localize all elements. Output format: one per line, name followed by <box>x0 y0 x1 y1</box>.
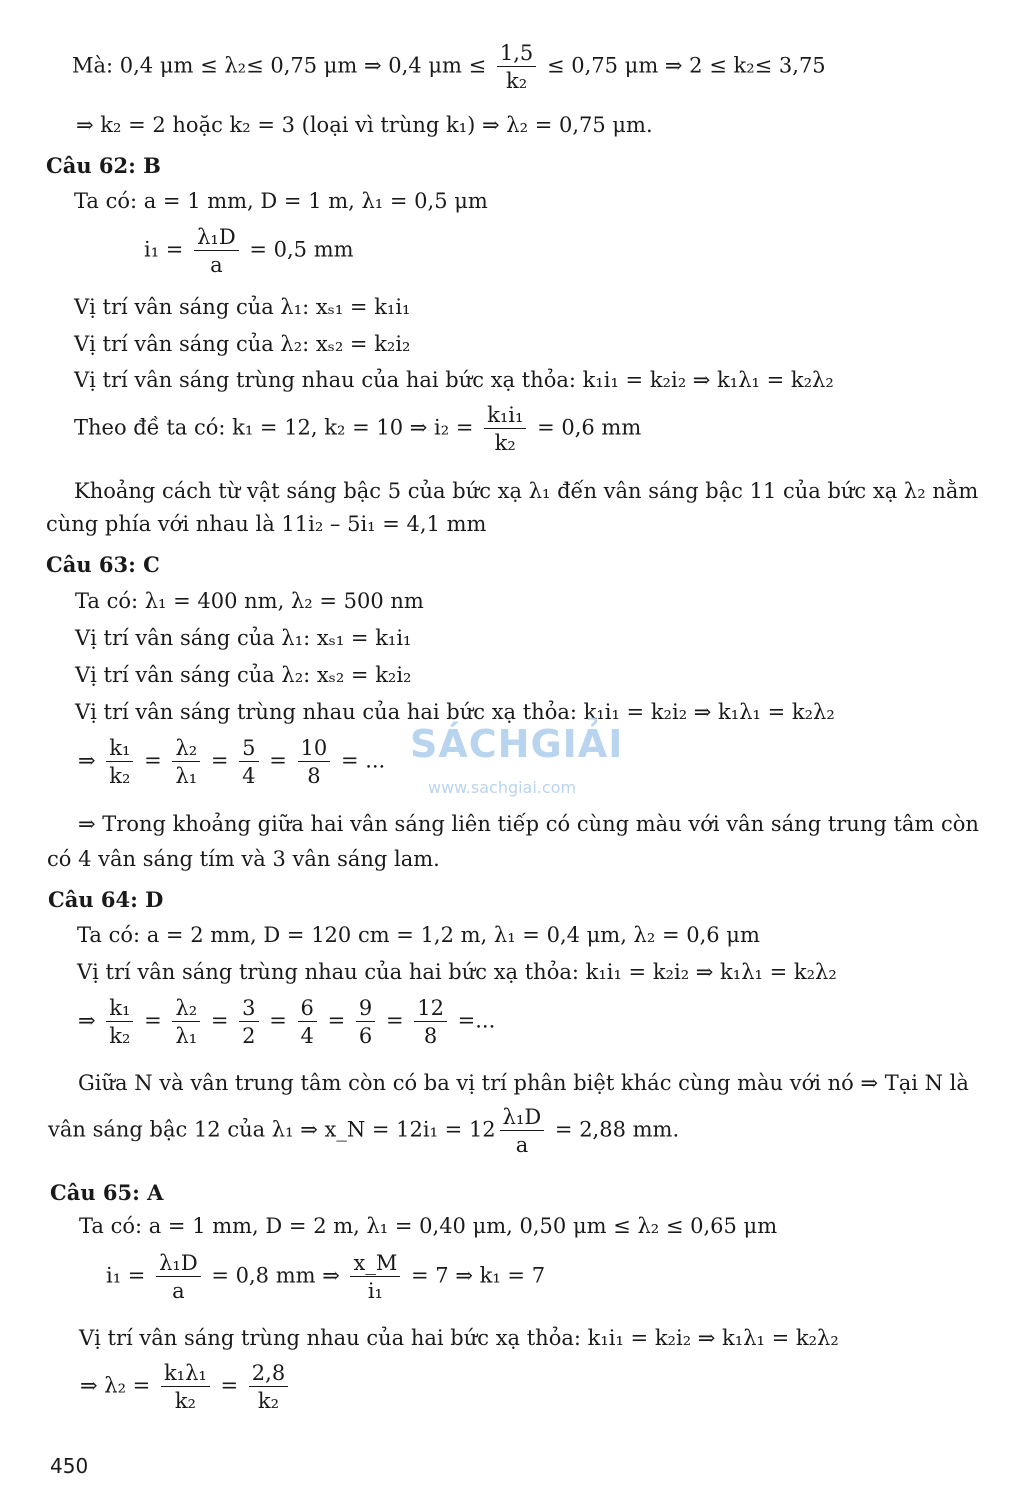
text-line: Vị trí vân sáng của λ₂: xₛ₂ = k₂i₂ <box>75 663 412 687</box>
numerator: k₁ <box>106 997 133 1022</box>
fraction <box>500 1106 545 1156</box>
ratio-line <box>78 997 495 1047</box>
denominator: 6 <box>358 1024 373 1049</box>
text-line: Giữa N và vân trung tâm còn có ba vị trí phân biệt khác cùng màu với nó ⇒ Tại N là <box>78 1071 969 1095</box>
numerator: λ₂ <box>172 997 200 1022</box>
numerator: 1,5 <box>497 42 536 67</box>
page-number: 450 <box>50 1454 89 1478</box>
denominator: a <box>172 1279 185 1304</box>
fraction <box>172 997 200 1047</box>
numerator: 5 <box>239 737 258 762</box>
denominator: 8 <box>307 764 321 789</box>
numerator: λ₁D <box>500 1106 545 1131</box>
equals-sign: = <box>269 748 287 773</box>
denominator: λ₁ <box>175 1024 198 1049</box>
text-segment: = 7 ⇒ k₁ = 7 <box>411 1263 546 1288</box>
text-segment: ⇒ λ₂ = <box>80 1373 157 1398</box>
fraction <box>298 737 331 787</box>
text-line: Vị trí vân sáng của λ₂: xₛ₂ = k₂i₂ <box>74 332 411 356</box>
text-segment: = <box>220 1373 245 1398</box>
text-line: ⇒ Trong khoảng giữa hai vân sáng liên tiếp có cùng màu với vân sáng trung tâm còn <box>78 812 979 836</box>
fraction <box>414 997 447 1047</box>
fraction <box>172 737 200 787</box>
numerator: 12 <box>414 997 447 1022</box>
text-segment: = 0,5 mm <box>249 237 354 262</box>
fraction <box>156 1252 201 1302</box>
equals-sign: = <box>210 748 229 773</box>
denominator: 4 <box>242 764 256 789</box>
denominator: k₂ <box>506 69 528 94</box>
fraction <box>106 997 133 1047</box>
numerator: k₁ <box>106 737 133 762</box>
fraction <box>356 997 375 1047</box>
denominator: k₂ <box>257 1389 280 1414</box>
fraction <box>239 997 258 1047</box>
text-line: Ta có: a = 1 mm, D = 2 m, λ₁ = 0,40 μm, 0,50 μm ≤ λ₂ ≤ 0,65 μm <box>79 1214 778 1238</box>
denominator: λ₁ <box>175 764 198 789</box>
fraction <box>194 226 239 276</box>
text-segment: vân sáng bậc 12 của λ₁ ⇒ x_N = 12i₁ = 12 <box>48 1117 496 1142</box>
denominator: 8 <box>423 1024 438 1049</box>
equals-sign: = <box>210 1008 229 1033</box>
numerator: k₁λ₁ <box>161 1362 210 1387</box>
ellipsis: =... <box>457 1008 496 1033</box>
text-line <box>76 115 653 136</box>
text-line: Ta có: λ₁ = 400 nm, λ₂ = 500 nm <box>75 589 424 613</box>
question-heading: Câu 65: A <box>50 1180 164 1205</box>
fraction <box>484 404 526 454</box>
fraction <box>161 1362 210 1412</box>
text-segment: ≤ 0,75 μm ⇒ 2 ≤ k₂≤ 3,75 <box>546 53 826 78</box>
text-line: có 4 vân sáng tím và 3 vân sáng lam. <box>47 847 440 871</box>
text-segment: Mà: 0,4 μm ≤ λ₂≤ 0,75 μm ⇒ 0,4 μm ≤ <box>72 53 493 78</box>
denominator: k₂ <box>109 1024 131 1049</box>
text-line: Ta có: a = 1 mm, D = 1 m, λ₁ = 0,5 μm <box>74 189 488 213</box>
equals-sign: = <box>385 1008 404 1033</box>
text-line: Ta có: a = 2 mm, D = 120 cm = 1,2 m, λ₁ = 0,4 μm, λ₂ = 0,6 μm <box>77 923 760 947</box>
fraction <box>239 737 258 787</box>
text-line: Vị trí vân sáng của λ₁: xₛ₁ = k₁i₁ <box>74 295 411 319</box>
text-segment: i₁ = <box>144 237 191 262</box>
denominator: k₂ <box>109 764 131 789</box>
text-line: Vị trí vân sáng của λ₁: xₛ₁ = k₁i₁ <box>75 626 412 650</box>
formula-line <box>74 404 641 454</box>
numerator: λ₁D <box>156 1252 201 1277</box>
watermark-url: www.sachgiai.com <box>428 778 577 797</box>
text-line: Vị trí vân sáng trùng nhau của hai bức xạ thỏa: k₁i₁ = k₂i₂ ⇒ k₁λ₁ = k₂λ₂ <box>77 960 837 984</box>
numerator: λ₁D <box>194 226 239 251</box>
formula-line <box>48 1106 679 1156</box>
text-segment: = 0,8 mm ⇒ <box>211 1263 347 1288</box>
implies-symbol: ⇒ <box>78 748 96 773</box>
text-line: Vị trí vân sáng trùng nhau của hai bức xạ thỏa: k₁i₁ = k₂i₂ ⇒ k₁λ₁ = k₂λ₂ <box>75 700 835 724</box>
denominator: 4 <box>300 1024 314 1049</box>
formula-line <box>106 1252 545 1302</box>
question-heading: Câu 63: C <box>46 552 160 577</box>
numerator: 3 <box>239 997 258 1022</box>
ellipsis: = ... <box>340 748 386 773</box>
text-line: Vị trí vân sáng trùng nhau của hai bức xạ thỏa: k₁i₁ = k₂i₂ ⇒ k₁λ₁ = k₂λ₂ <box>79 1326 839 1350</box>
fraction <box>298 997 317 1047</box>
formula-line <box>80 1362 292 1412</box>
text-segment: = 2,88 mm. <box>548 1117 680 1142</box>
text-segment: i₁ = <box>106 1263 153 1288</box>
numerator: 9 <box>356 997 375 1022</box>
denominator: a <box>210 253 223 278</box>
formula-line <box>144 226 354 276</box>
watermark-logo: SÁCHGIẢI <box>410 722 624 766</box>
question-heading: Câu 64: D <box>48 887 164 912</box>
equals-sign: = <box>144 1008 162 1033</box>
numerator: 6 <box>298 997 317 1022</box>
fraction <box>350 1252 400 1302</box>
equals-sign: = <box>327 1008 346 1033</box>
text-line: Khoảng cách từ vật sáng bậc 5 của bức xạ λ₁ đến vân sáng bậc 11 của bức xạ λ₂ nằm <box>74 479 979 503</box>
fraction <box>497 42 536 92</box>
denominator: k₂ <box>174 1389 196 1414</box>
numerator: 2,8 <box>249 1362 288 1387</box>
fraction <box>249 1362 288 1412</box>
numerator: λ₂ <box>172 737 200 762</box>
implies-symbol: ⇒ <box>78 1008 96 1033</box>
denominator: 2 <box>242 1024 256 1049</box>
denominator: i₁ <box>367 1279 383 1304</box>
denominator: k₂ <box>494 431 516 456</box>
question-heading: Câu 62: B <box>46 153 161 178</box>
text-line: cùng phía với nhau là 11i₂ – 5i₁ = 4,1 mm <box>46 512 487 536</box>
text-line: Vị trí vân sáng trùng nhau của hai bức xạ thỏa: k₁i₁ = k₂i₂ ⇒ k₁λ₁ = k₂λ₂ <box>74 368 834 392</box>
text-segment: ⇒ k₂ = 2 hoặc k₂ = 3 (loại vì trùng k₁) ⇒ λ₂ = 0,75 μm. <box>76 113 653 137</box>
equals-sign: = <box>269 1008 287 1033</box>
ratio-line <box>78 737 385 787</box>
numerator: k₁i₁ <box>484 404 526 429</box>
fraction <box>106 737 133 787</box>
text-segment: Theo đề ta có: k₁ = 12, k₂ = 10 ⇒ i₂ = <box>74 415 481 440</box>
numerator: 10 <box>298 737 331 762</box>
numerator: x_M <box>350 1252 400 1277</box>
text-line <box>72 42 826 92</box>
text-segment: = 0,6 mm <box>537 415 642 440</box>
equals-sign: = <box>144 748 162 773</box>
denominator: a <box>515 1133 529 1158</box>
